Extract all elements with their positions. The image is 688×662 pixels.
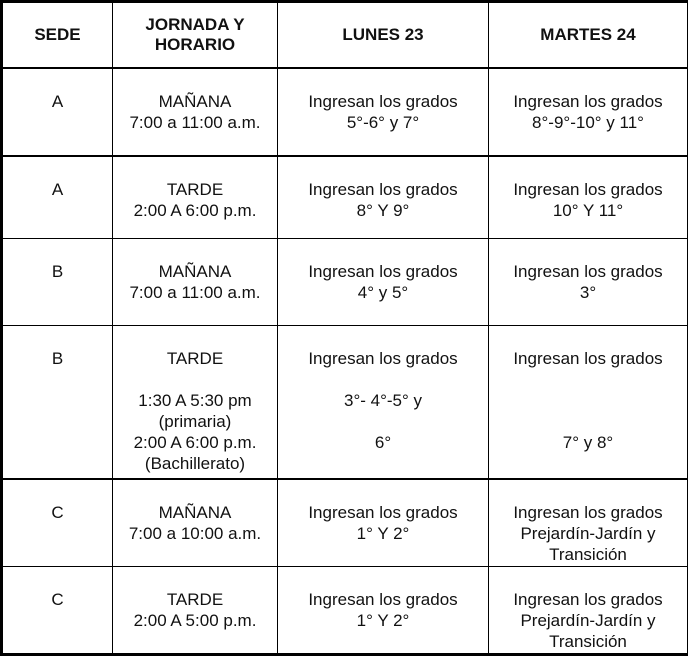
- martes-cell: Ingresan los grados 8°-9°-10° y 11°: [489, 68, 688, 156]
- martes-cell: Ingresan los grados Prejardín-Jardín y Transición: [489, 479, 688, 567]
- header-jornada: [113, 2, 278, 68]
- martes-cell: Ingresan los grados 10° Y 11°: [489, 156, 688, 239]
- header-row: [2, 2, 688, 68]
- lunes-cell: Ingresan los grados 3°- 4°-5° y 6°: [278, 326, 489, 479]
- lunes-cell: Ingresan los grados 1° Y 2°: [278, 567, 489, 655]
- sede-cell: B: [2, 239, 113, 326]
- header-sede: SEDE: [2, 2, 113, 68]
- lunes-cell: Ingresan los grados 1° Y 2°: [278, 479, 489, 567]
- jornada-cell: TARDE 1:30 A 5:30 pm (primaria) 2:00 A 6:00 p.m. (Bachillerato): [113, 326, 278, 479]
- sede-cell: B: [2, 326, 113, 479]
- lunes-cell: Ingresan los grados 4° y 5°: [278, 239, 489, 326]
- martes-cell: Ingresan los grados 7° y 8°: [489, 326, 688, 479]
- sede-cell: A: [2, 68, 113, 156]
- sede-cell: C: [2, 479, 113, 567]
- table-row: [2, 239, 688, 326]
- table-row: [2, 479, 688, 567]
- table-row: [2, 68, 688, 156]
- jornada-cell: MAÑANA 7:00 a 11:00 a.m.: [113, 239, 278, 326]
- sede-cell: A: [2, 156, 113, 239]
- martes-cell: Ingresan los grados 3°: [489, 239, 688, 326]
- header-jornada-line2: HORARIO: [154, 34, 236, 54]
- table-row: [2, 326, 688, 479]
- lunes-cell: Ingresan los grados 8° Y 9°: [278, 156, 489, 239]
- header-lunes: LUNES 23: [278, 2, 489, 68]
- header-martes: MARTES 24: [489, 2, 688, 68]
- table-row: [2, 567, 688, 655]
- header-jornada-line1: JORNADA Y: [145, 14, 245, 34]
- jornada-cell: MAÑANA 7:00 a 10:00 a.m.: [113, 479, 278, 567]
- jornada-cell: TARDE 2:00 A 5:00 p.m.: [113, 567, 278, 655]
- sede-cell: C: [2, 567, 113, 655]
- lunes-cell: Ingresan los grados 5°-6° y 7°: [278, 68, 489, 156]
- martes-cell: Ingresan los grados Prejardín-Jardín y Transición: [489, 567, 688, 655]
- jornada-cell: TARDE 2:00 A 6:00 p.m.: [113, 156, 278, 239]
- jornada-cell: MAÑANA 7:00 a 11:00 a.m.: [113, 68, 278, 156]
- table-row: [2, 156, 688, 239]
